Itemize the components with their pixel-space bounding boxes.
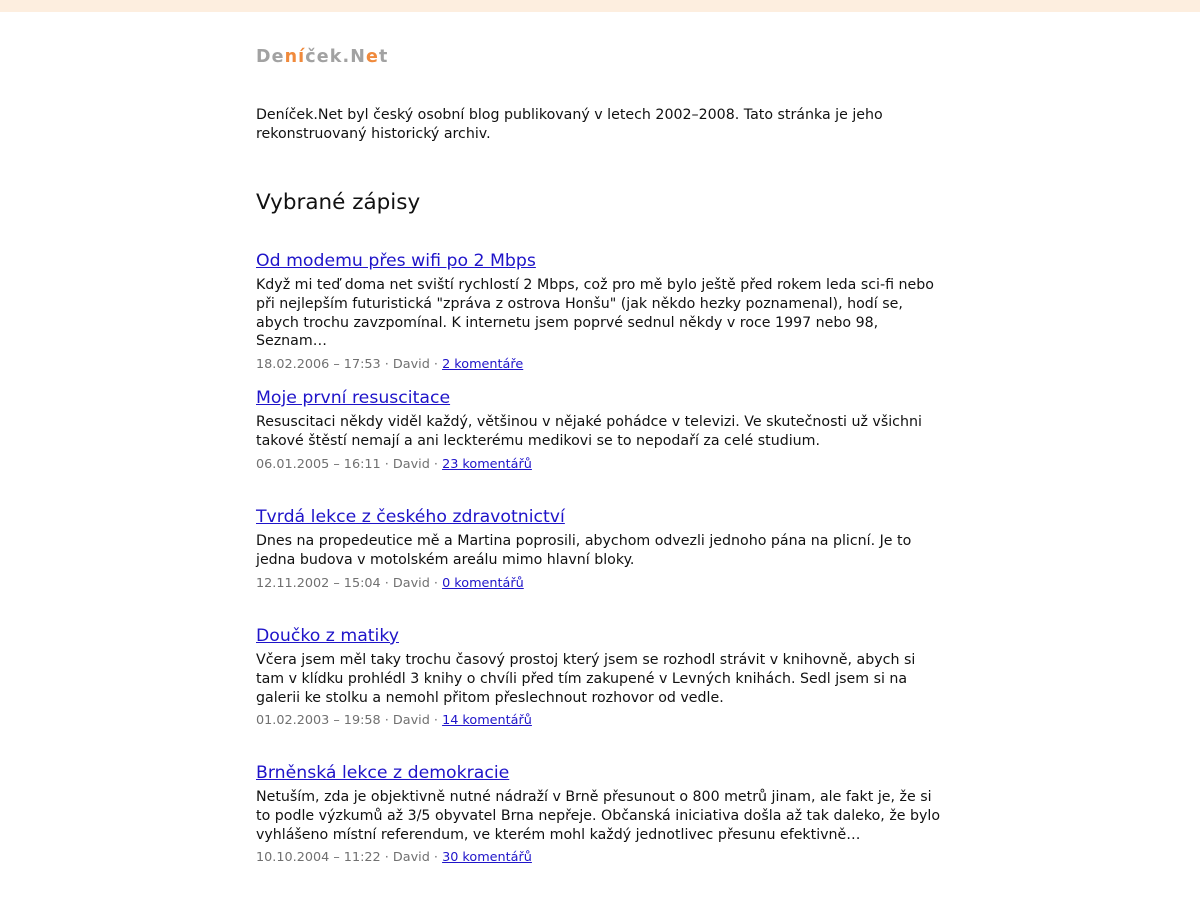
post-author: David	[392, 575, 430, 591]
post-date: 10.10.2004 – 11:22	[256, 850, 381, 866]
post-title-link[interactable]: Moje první resuscitace	[256, 388, 451, 408]
logo-part: ček.N	[305, 47, 366, 67]
post-meta	[256, 357, 946, 373]
post-item	[256, 387, 946, 473]
logo-part: De	[256, 47, 285, 67]
post-item	[256, 506, 946, 592]
post-item	[256, 625, 946, 729]
post-title-link[interactable]: Od modemu přes wifi po 2 Mbps	[256, 251, 536, 271]
meta-separator: ·	[380, 456, 393, 472]
post-comments-link[interactable]: 2 komentáře	[442, 357, 524, 373]
post-meta	[256, 576, 946, 592]
post-meta	[256, 457, 946, 473]
post-title-link[interactable]: Tvrdá lekce z českého zdravotnictví	[256, 507, 565, 527]
post-excerpt: Dnes na propedeutice mě a Martina poprosili, abychom odvezli jednoho pána na plicní. Je to jedna budova v motolském areálu mimo hlavní bloky.	[256, 533, 912, 568]
post-author: David	[392, 456, 430, 472]
post-author: David	[392, 713, 430, 729]
post-comments-link[interactable]: 14 komentářů	[442, 713, 532, 729]
post-item	[256, 250, 946, 373]
post-comments-link[interactable]: 0 komentářů	[442, 575, 524, 591]
logo-part-accent: e	[365, 47, 379, 67]
post-date: 12.11.2002 – 15:04	[256, 575, 381, 591]
logo-part-accent: ní	[284, 47, 306, 67]
post-meta	[256, 850, 946, 866]
meta-separator: ·	[429, 713, 443, 729]
meta-separator: ·	[380, 850, 393, 866]
post-comments-link[interactable]: 30 komentářů	[442, 850, 532, 866]
meta-separator: ·	[429, 850, 443, 866]
post-excerpt: Včera jsem měl taky trochu časový prostoj který jsem se rozhodl strávit v knihovně, abych si tam v klídku prohlédl 3 knihy o chvíli před tím zakupené v Levných knihách. Sedl jsem si na galerii ke stolku a nemohl přitom přeslechnout rozhovor od vedle.	[256, 652, 916, 706]
meta-separator: ·	[429, 456, 443, 472]
post-date: 18.02.2006 – 17:53	[256, 357, 381, 373]
post-meta	[256, 713, 946, 729]
meta-separator: ·	[380, 575, 393, 591]
post-comments-link[interactable]: 23 komentářů	[442, 456, 532, 472]
meta-separator: ·	[429, 357, 443, 373]
post-excerpt: Netuším, zda je objektivně nutné nádraží v Brně přesunout o 800 metrů jinam, ale fakt je, že si to podle výzkumů až 3/5 obyvatel Brna nepřeje. Občanská iniciativa došla až tak daleko, že bylo vyhlášeno místní referendum, ve kterém mohl každý jednotlivec přesunu efektivně…	[256, 789, 941, 843]
meta-separator: ·	[380, 713, 393, 729]
site-intro: Deníček.Net byl český osobní blog publikovaný v letech 2002–2008. Tato stránka je jeho rekonstruovaný historický archiv.	[256, 107, 883, 142]
post-title-link[interactable]: Doučko z matiky	[256, 626, 399, 646]
section-title: Vybrané zápisy	[256, 190, 421, 215]
post-title-link[interactable]: Brněnská lekce z demokracie	[256, 763, 510, 783]
post-excerpt: Když mi teď doma net sviští rychlostí 2 Mbps, což pro mě bylo ještě před rokem leda sci-fi nebo při nejlepším futuristická "zpráva z ostrova Honšu" (jak někdo hezky poznamenal), hodí se, abych trochu zavzpomínal. K internetu jsem poprvé sednul někdy v roce 1997 nebo 98, Seznam…	[256, 277, 934, 350]
post-date: 06.01.2005 – 16:11	[256, 456, 381, 472]
top-accent-bar	[0, 0, 1200, 12]
site-logo[interactable]	[256, 47, 388, 67]
post-author: David	[392, 357, 430, 373]
meta-separator: ·	[429, 575, 443, 591]
post-author: David	[392, 850, 430, 866]
post-excerpt: Resuscitaci někdy viděl každý, většinou v nějaké pohádce v televizi. Ve skutečnosti už všichni takové štěstí nemají a ani leckterému medikovi se to nepodaří za celé studium.	[256, 414, 922, 449]
logo-part: t	[378, 47, 389, 67]
meta-separator: ·	[380, 357, 393, 373]
post-item	[256, 762, 946, 866]
post-date: 01.02.2003 – 19:58	[256, 713, 381, 729]
